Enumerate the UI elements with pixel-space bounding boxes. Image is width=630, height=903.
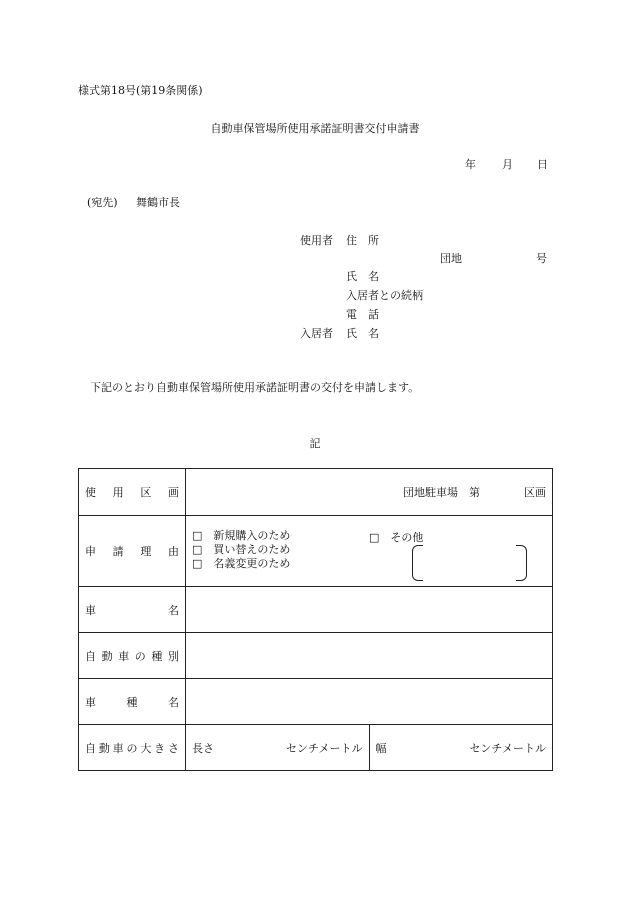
reason-other[interactable]: □ その他: [369, 531, 424, 544]
page-title: 自動車保管場所使用承諾証明書交付申請書: [210, 122, 420, 135]
date-year: 年: [465, 158, 476, 171]
label-char: 車: [85, 603, 96, 617]
length-label: 長さ: [192, 741, 214, 755]
reason-new-purchase[interactable]: □ 新規購入のため: [192, 529, 291, 542]
addressee-prefix: (宛先): [87, 196, 118, 209]
left-bracket: [412, 545, 423, 581]
label-char: 請: [112, 545, 124, 558]
right-bracket: [516, 545, 527, 581]
user-address-label: 住 所: [346, 234, 379, 247]
width-unit: センチメートル: [469, 741, 546, 755]
resident-name-label: 氏 名: [346, 327, 379, 340]
usage-area-value[interactable]: 団地駐車場 第 区画: [186, 469, 553, 516]
label-char: 由: [167, 545, 179, 558]
label-char: 名: [168, 695, 179, 709]
label-char: 理: [140, 545, 152, 558]
user-relation-label: 入居者との続柄: [346, 289, 423, 302]
label-char: 別: [167, 649, 179, 663]
label-char: 自: [85, 649, 96, 663]
label-char: 申: [85, 545, 96, 558]
label-char: の: [126, 741, 138, 755]
reason-replacement[interactable]: □ 買い替えのため: [192, 543, 291, 556]
width-field[interactable]: [369, 725, 553, 771]
ki-heading: 記: [309, 437, 321, 450]
row-car-model: [79, 679, 553, 725]
label-char: 使: [85, 486, 96, 499]
user-heading: 使用者: [300, 234, 333, 247]
label-char: 画: [167, 486, 179, 499]
length-unit: センチメートル: [285, 741, 363, 755]
car-type-field[interactable]: [186, 633, 553, 679]
car-name-label: [79, 602, 185, 618]
label-char: 動: [98, 741, 110, 755]
label-char: 動: [101, 649, 113, 663]
label-char: 大: [140, 741, 152, 755]
label-char: 名: [168, 603, 179, 617]
form-number: 様式第18号(第19条関係): [78, 84, 203, 97]
label-char: 種: [126, 695, 138, 709]
go-label: 号: [536, 252, 547, 265]
row-reason: [79, 516, 553, 587]
row-car-name: [79, 587, 553, 633]
statement-text: 下記のとおり自動車保管場所使用承諾証明書の交付を申請します。: [90, 381, 420, 394]
car-model-label: [79, 694, 185, 710]
date-month: 月: [502, 158, 513, 171]
resident-heading: 入居者: [300, 327, 333, 340]
danchi-label: 団地: [440, 252, 462, 265]
label-char: 区: [140, 486, 152, 499]
user-name-label: 氏 名: [346, 270, 379, 283]
label-char: 車: [85, 695, 96, 709]
reason-name-change[interactable]: □ 名義変更のため: [192, 557, 291, 570]
user-phone-label: 電 話: [346, 308, 379, 321]
reason-label: [79, 543, 185, 559]
label-char: 用: [112, 486, 124, 499]
size-label: [79, 740, 185, 756]
row-size: [79, 725, 553, 771]
label-char: き: [154, 741, 166, 755]
label-char: 車: [112, 741, 124, 755]
width-label: 幅: [375, 741, 387, 755]
label-char: 種: [151, 649, 163, 663]
label-char: さ: [167, 741, 179, 755]
car-name-field[interactable]: [186, 587, 553, 633]
row-usage-area: [79, 469, 553, 516]
row-car-type: [79, 633, 553, 679]
car-model-field[interactable]: [186, 679, 553, 725]
date-day: 日: [537, 158, 548, 171]
label-char: の: [134, 649, 146, 663]
label-char: 自: [85, 741, 96, 755]
car-type-label: [79, 648, 185, 664]
usage-area-label: [79, 484, 185, 500]
addressee-name: 舞鶴市長: [136, 196, 180, 209]
label-char: 車: [118, 649, 130, 663]
length-field[interactable]: [186, 725, 370, 771]
application-table: [78, 468, 553, 771]
other-detail-field[interactable]: [412, 541, 527, 581]
reason-options: [192, 529, 290, 571]
